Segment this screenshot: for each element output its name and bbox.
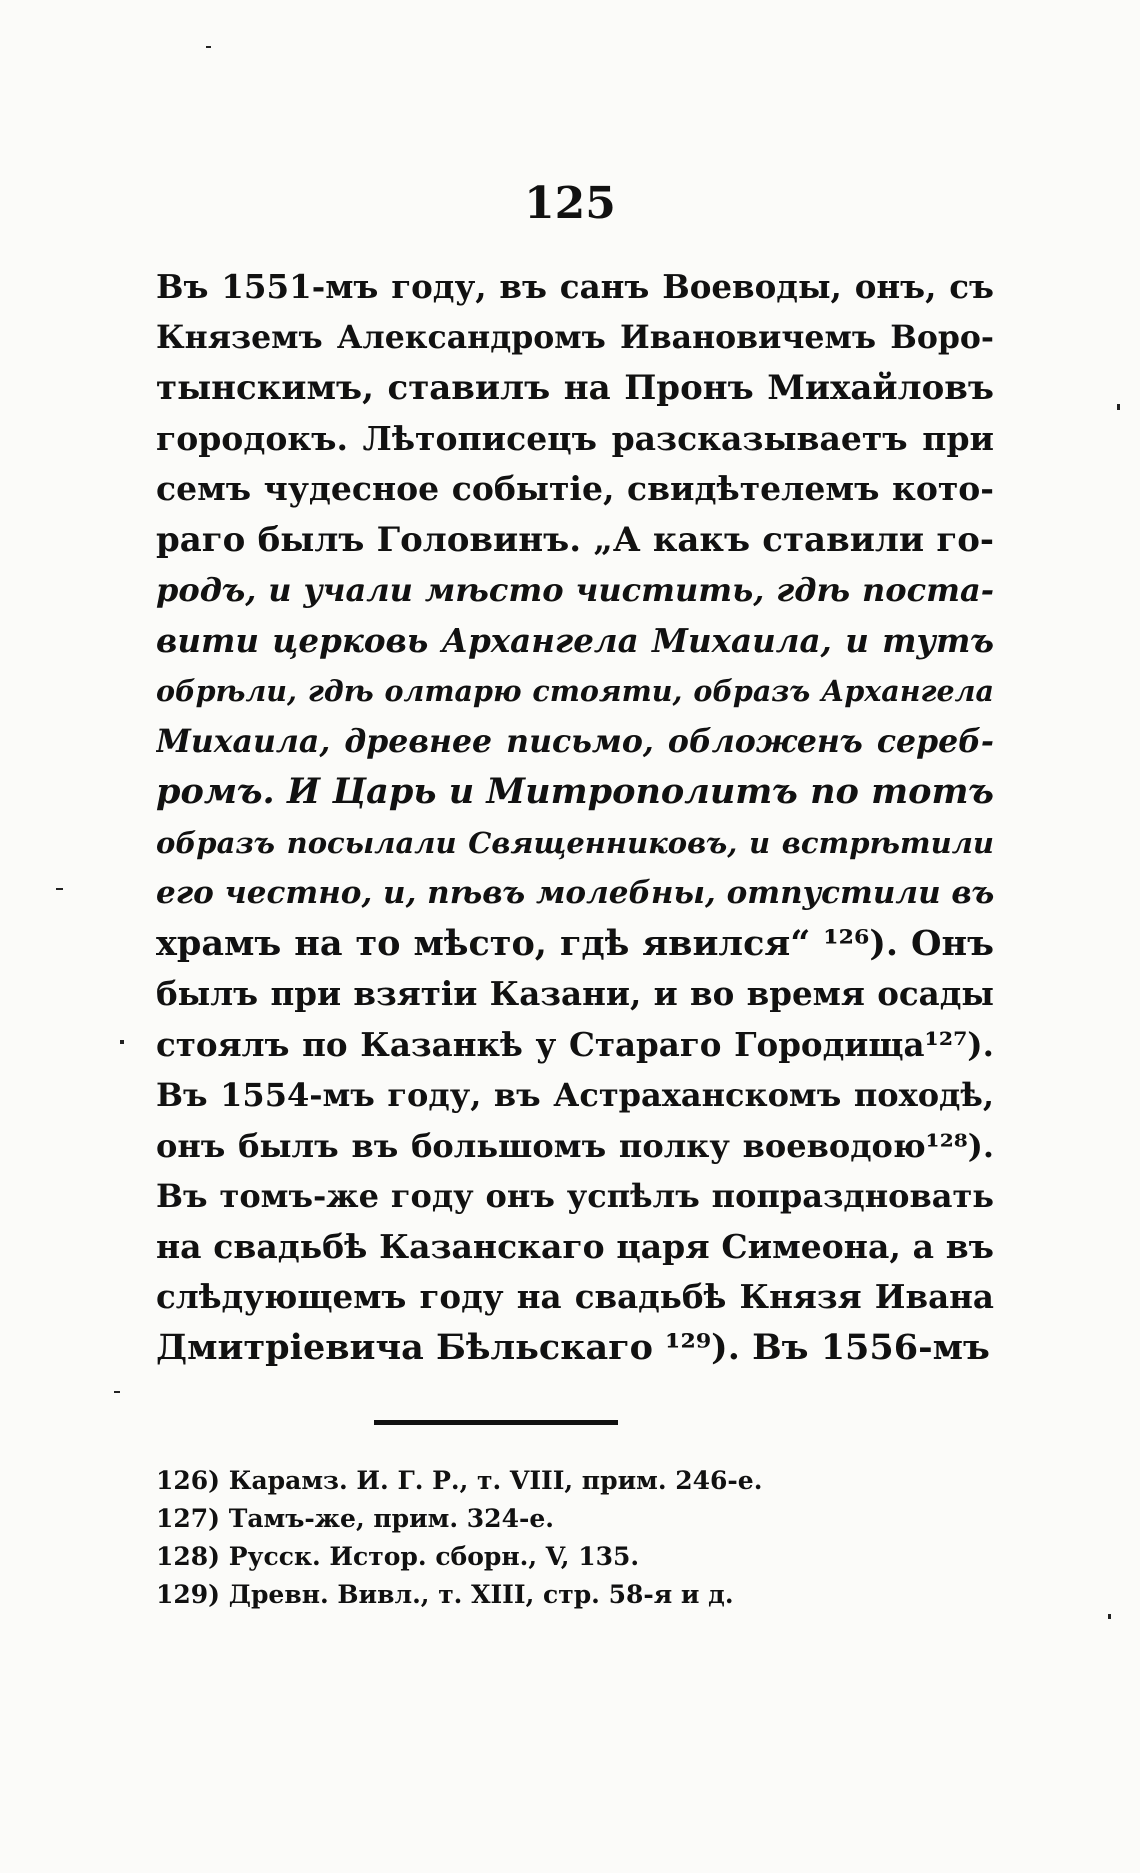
text-line: тынскимъ, ставилъ на Пронъ Михайловъ — [156, 368, 994, 408]
scan-speck — [1108, 1614, 1111, 1619]
scan-speck — [120, 1040, 124, 1044]
scan-speck — [56, 888, 63, 890]
footnote: 128) Русск. Истор. сборн., V, 135. — [156, 1542, 640, 1571]
quote-line: ромъ. И Царь и Митрополитъ по тотъ — [156, 771, 994, 812]
quote-line: образъ посылали Священниковъ, и встрѣтили — [156, 825, 994, 860]
text-line: стоялъ по Казанкѣ у Стараго Городища¹²⁷). — [156, 1024, 994, 1064]
text-line: Въ томъ-же году онъ успѣлъ попраздновать — [156, 1177, 994, 1215]
quote-line: Михаила, древнее письмо, обложенъ сереб- — [156, 722, 994, 760]
quote-line: родъ, и учали мѣсто чистить, гдѣ поста- — [156, 571, 994, 609]
scan-speck — [114, 1391, 120, 1393]
text-line: храмъ на то мѣсто, гдѣ явился“ ¹²⁶). Онъ — [156, 922, 994, 964]
footnote: 127) Тамъ-же, прим. 324-е. — [156, 1504, 554, 1533]
text-line: Въ 1554-мъ году, въ Астраханскомъ походѣ, — [156, 1076, 994, 1114]
text-line: раго былъ Головинъ. „А какъ ставили го- — [156, 519, 994, 560]
text-line: Въ 1551-мъ году, въ санъ Воеводы, онъ, съ — [156, 267, 994, 306]
footnotes — [156, 1462, 856, 1614]
text-line: семъ чудесное событіе, свидѣтелемъ кото- — [156, 469, 994, 508]
quote-line: его честно, и, пѣвъ молебны, отпустили въ — [156, 875, 994, 911]
text-line: на свадьбѣ Казанскаго царя Симеона, а въ — [156, 1226, 994, 1266]
scan-speck — [206, 46, 211, 48]
footnote-separator — [374, 1420, 618, 1425]
scan-speck — [1117, 404, 1120, 410]
text-line: Дмитріевича Бѣльскаго ¹²⁹). Въ 1556-мъ — [156, 1326, 990, 1368]
text-line: онъ былъ въ большомъ полку воеводою¹²⁸). — [156, 1126, 994, 1165]
footnote: 129) Древн. Вивл., т. XIII, стр. 58-я и д. — [156, 1580, 734, 1609]
quote-line: вити церковь Архангела Михаила, и тутъ — [156, 620, 994, 660]
main-text — [156, 262, 994, 1373]
text-line: Княземъ Александромъ Ивановичемъ Воро- — [156, 318, 994, 356]
page-number: 125 — [524, 178, 616, 229]
text-line: былъ при взятіи Казани, и во время осады — [156, 974, 994, 1013]
quote-line: обрѣли, гдѣ олтарю стояти, образъ Архангела — [156, 674, 994, 708]
text-line: слѣдующемъ году на свадьбѣ Князя Ивана — [156, 1277, 994, 1316]
text-line: городокъ. Лѣтописецъ разсказываетъ при — [156, 418, 994, 458]
footnote: 126) Карамз. И. Г. Р., т. VIII, прим. 246-е. — [156, 1466, 763, 1495]
